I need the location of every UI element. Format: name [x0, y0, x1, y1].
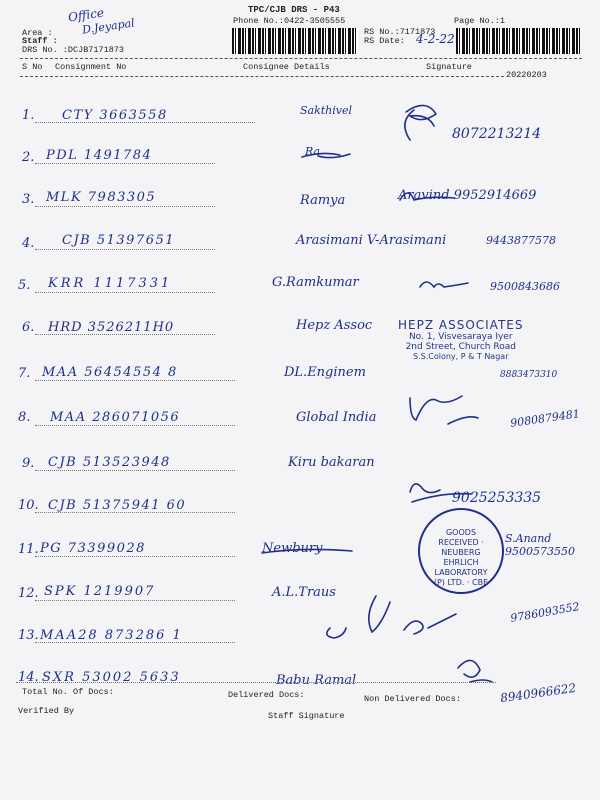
consignment-no: MAA28 873286 1 [40, 628, 183, 643]
date-code: 20220203 [506, 70, 547, 80]
row-no: 14. [18, 670, 39, 685]
consignee-name: Ra [305, 145, 321, 158]
col-consignment: Consignment No [55, 62, 127, 72]
signature-entry: 9080879481 [509, 407, 581, 430]
signature-entry: 9443877578 [486, 234, 556, 247]
row-no: 3. [22, 192, 35, 207]
consignment-no: PG 73399028 [40, 541, 146, 556]
handwritten-area: Office [67, 5, 105, 25]
row-no: 5. [18, 278, 31, 293]
row-no: 1. [22, 108, 35, 123]
phone-number: Phone No.:0422-3505555 [233, 16, 346, 26]
stamp-address-3: S.S.Colony, P & T Nagar [413, 352, 509, 361]
area-label: Area : [22, 28, 53, 38]
row-no: 9. [22, 456, 35, 471]
verified-by-label: Verified By [18, 706, 75, 716]
col-sno: S No [22, 62, 43, 72]
consignment-no: PDL 1491784 [46, 148, 153, 163]
rs-number: RS No.:7171873 [364, 27, 436, 37]
signature-entry: 9786093552 [509, 600, 581, 625]
consignee-name: Hepz Assoc [296, 318, 373, 333]
row-no: 13. [18, 628, 39, 643]
consignee-name: Sakthivel [300, 104, 353, 117]
consignment-no: MAA 56454554 8 [42, 365, 178, 380]
stamp-company: HEPZ ASSOCIATES [398, 318, 524, 332]
handwritten-staff: D.Jeyapal [81, 16, 136, 37]
col-signature: Signature [426, 62, 472, 72]
row-no: 11. [18, 542, 39, 557]
rs-date-label: RS Date: [364, 36, 405, 46]
consignee-name: Ramya [300, 193, 346, 208]
non-delivered-docs-label: Non Delivered Docs: [364, 694, 461, 704]
signature-entry: Aravind 9952914669 [398, 188, 537, 203]
consignment-no: SXR 53002 5633 [42, 670, 181, 685]
row-no: 8. [18, 410, 31, 425]
delivered-docs-label: Delivered Docs: [228, 690, 305, 700]
stamp-address-1: No. 1, Visvesaraya Iyer [408, 332, 513, 342]
consignee-name: A.L.Traus [272, 585, 336, 600]
row-no: 6. [22, 320, 35, 335]
signature-entry: 9500843686 [490, 280, 560, 293]
consignee-name: DL.Enginem [284, 365, 366, 380]
consignment-no: CJB 513523948 [48, 455, 171, 470]
consignee-name: Babu Ramal [276, 673, 357, 688]
consignee-name: G.Ramkumar [272, 275, 359, 290]
consignment-no: SPK 1219907 [44, 584, 156, 599]
consignment-no: KRR 1117331 [48, 276, 173, 291]
consignee-name: Newbury [262, 541, 323, 556]
row-no: 7. [18, 366, 31, 381]
consignment-no: CJB 51375941 60 [48, 498, 187, 513]
signature-entry: 8883473310 [500, 370, 558, 380]
consignment-no: CTY 3663558 [62, 108, 168, 123]
consignee-name: Kiru bakaran [288, 455, 375, 470]
stamp-address-2: 2nd Street, Church Road [405, 342, 516, 352]
stamp-round-text: GOODS RECEIVED · NEUBERG EHRLICH LABORATORY (P) LTD. · CBE [433, 528, 489, 587]
report-title: TPC/CJB DRS - P43 [248, 5, 340, 15]
consignment-no: MLK 7983305 [46, 190, 157, 205]
row-no: 10. [18, 498, 39, 513]
signature-entry: S.Anand 9500573550 [505, 532, 575, 558]
staff-signature-label: Staff Signature [268, 711, 345, 721]
signature-entry: 9025253335 [452, 490, 542, 506]
consignment-no: CJB 51397651 [62, 233, 176, 248]
consignment-no: HRD 3526211H0 [48, 320, 175, 335]
consignment-no: MAA 286071056 [50, 410, 181, 425]
signature-entry: 8940966622 [499, 680, 577, 706]
page-number: Page No.:1 [454, 16, 506, 26]
signature-entry: 8072213214 [452, 126, 542, 142]
row-no: 12. [18, 586, 39, 601]
total-docs-label: Total No. Of Docs: [22, 687, 114, 697]
drs-number: DRS No. :DCJB7171873 [22, 45, 125, 55]
rs-date-value: 4-2-22 [416, 32, 455, 46]
col-consignee: Consignee Details [243, 62, 330, 72]
footer-rule [16, 682, 496, 683]
consignee-name: Arasimani V-Arasimani [296, 233, 447, 248]
consignee-name: Global India [296, 410, 377, 425]
row-no: 4. [22, 236, 35, 251]
row-no: 2. [22, 150, 35, 165]
staff-label: Staff : [22, 36, 58, 46]
